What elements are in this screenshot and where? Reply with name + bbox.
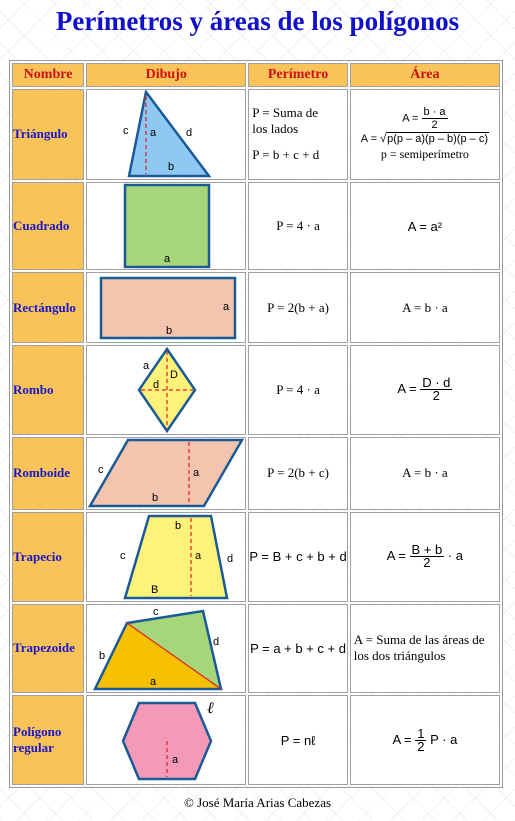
area-parallelogram: A = b · a [350,437,500,511]
area-num: D · d [422,375,451,391]
area-den: 2 [432,388,440,404]
name-triangle: Triángulo [12,89,84,180]
area-note: p = semiperímetro [380,147,469,162]
area-rectangle: A = b · a [350,272,500,342]
drawing-regular-polygon [86,695,246,785]
label-a: a [150,676,157,689]
label-c: c [120,549,126,562]
perimeter-triangle [248,89,347,180]
label-b: b [99,650,106,663]
perimeter-parallelogram: P = 2(b + c) [248,437,347,511]
header-area: Área [350,63,500,87]
area-num: b · a [423,106,446,119]
label-a: a [193,467,200,480]
label-b: b [166,324,173,337]
name-parallelogram: Romboide [12,437,84,511]
area-formula [351,106,499,131]
perimeter-square: P = 4 · a [248,182,347,271]
drawing-parallelogram [86,437,246,511]
header-name: Nombre [12,63,84,87]
square-shape [91,183,241,269]
name-rhombus: Rombo [12,345,84,435]
perimeter-quadrilateral: P = a + b + c + d [248,604,347,694]
row-rectangle [12,272,500,342]
area-rhombus [350,345,500,435]
header-perimeter: Perímetro [248,63,347,87]
label-d: d [213,636,220,649]
label-c: c [98,464,104,477]
row-quadrilateral [12,604,500,694]
label-a: a [150,127,157,140]
label-c: c [153,606,159,619]
row-rhombus [12,345,500,435]
label-B: B [151,583,159,596]
drawing-rectangle [86,272,246,342]
label-a: a [195,549,202,562]
label-a: a [172,754,179,767]
area-lhs: A = [392,731,412,747]
area-square: A = a² [350,182,500,271]
label-a: a [223,300,230,313]
copyright-footer: © José María Arias Cabezas [183,795,332,810]
hexagon-shape [91,697,241,783]
perimeter-regular-polygon: P = nℓ [248,695,347,785]
heron-lhs: A = [360,133,377,146]
name-regular-polygon [12,695,84,785]
label-d: d [153,378,160,391]
area-lhs: A = [402,112,419,125]
header-drawing: Dibujo [86,63,246,87]
area-den: 2 [417,738,425,754]
label-b: b [168,161,175,174]
area-den: 2 [431,119,438,132]
quadrilateral-shape [91,605,241,691]
sqrt-icon: √ [380,133,387,146]
drawing-triangle [86,89,246,180]
perimeter-rhombus: P = 4 · a [248,345,347,435]
perimeter-line: los lados [252,121,299,137]
area-rhs: · a [447,548,464,564]
area-triangle [350,89,500,180]
page-title: Perímetros y áreas de los polígonos [55,6,460,36]
row-regular-polygon [12,695,500,785]
area-line: los dos triángulos [353,648,446,664]
area-num: 1 [417,725,425,741]
area-lhs: A = [386,548,406,564]
name-line: regular [13,740,54,756]
label-c: c [123,125,129,138]
trapezoid-shape [91,514,241,600]
label-a: a [164,253,171,266]
triangle-shape [91,90,241,178]
area-rhs: P · a [430,731,458,747]
drawing-rhombus [86,345,246,435]
area-den: 2 [423,555,431,571]
perimeter-rectangle: P = 2(b + a) [248,272,347,342]
drawing-square [86,182,246,271]
formula-table [9,60,503,788]
heron-formula [351,133,499,145]
label-d: d [227,552,234,565]
label-l: ℓ [207,698,214,718]
area-regular-polygon [350,695,500,785]
label-b: b [152,492,159,505]
name-square: Cuadrado [12,182,84,271]
heron-radicand: p(p – a)(p – b)(p – c) [387,133,488,146]
area-trapezoid [350,512,500,602]
label-D: D [170,368,179,381]
rhombus-shape [91,347,241,433]
perimeter-line: P = Suma de [252,105,319,121]
parallelogram-shape [88,438,244,508]
perimeter-trapezoid: P = B + c + b + d [248,512,347,602]
label-b: b [175,519,182,532]
perimeter-line: P = b + c + d [252,147,320,163]
area-lhs: A = [397,381,417,397]
label-d: d [186,127,193,140]
area-num: B + b [411,542,443,558]
row-parallelogram [12,437,500,511]
label-a: a [143,359,150,372]
row-square [12,182,500,271]
area-line: A = Suma de las áreas de [353,632,485,648]
area-quadrilateral [350,604,500,694]
header-row [12,63,500,87]
row-trapezoid [12,512,500,602]
name-quadrilateral: Trapezoide [12,604,84,694]
name-line: Polígono [13,724,62,740]
name-rectangle: Rectángulo [12,272,84,342]
rectangle-shape [91,275,241,341]
drawing-trapezoid [86,512,246,602]
name-trapezoid: Trapecio [12,512,84,602]
row-triangle [12,89,500,180]
drawing-quadrilateral [86,604,246,694]
